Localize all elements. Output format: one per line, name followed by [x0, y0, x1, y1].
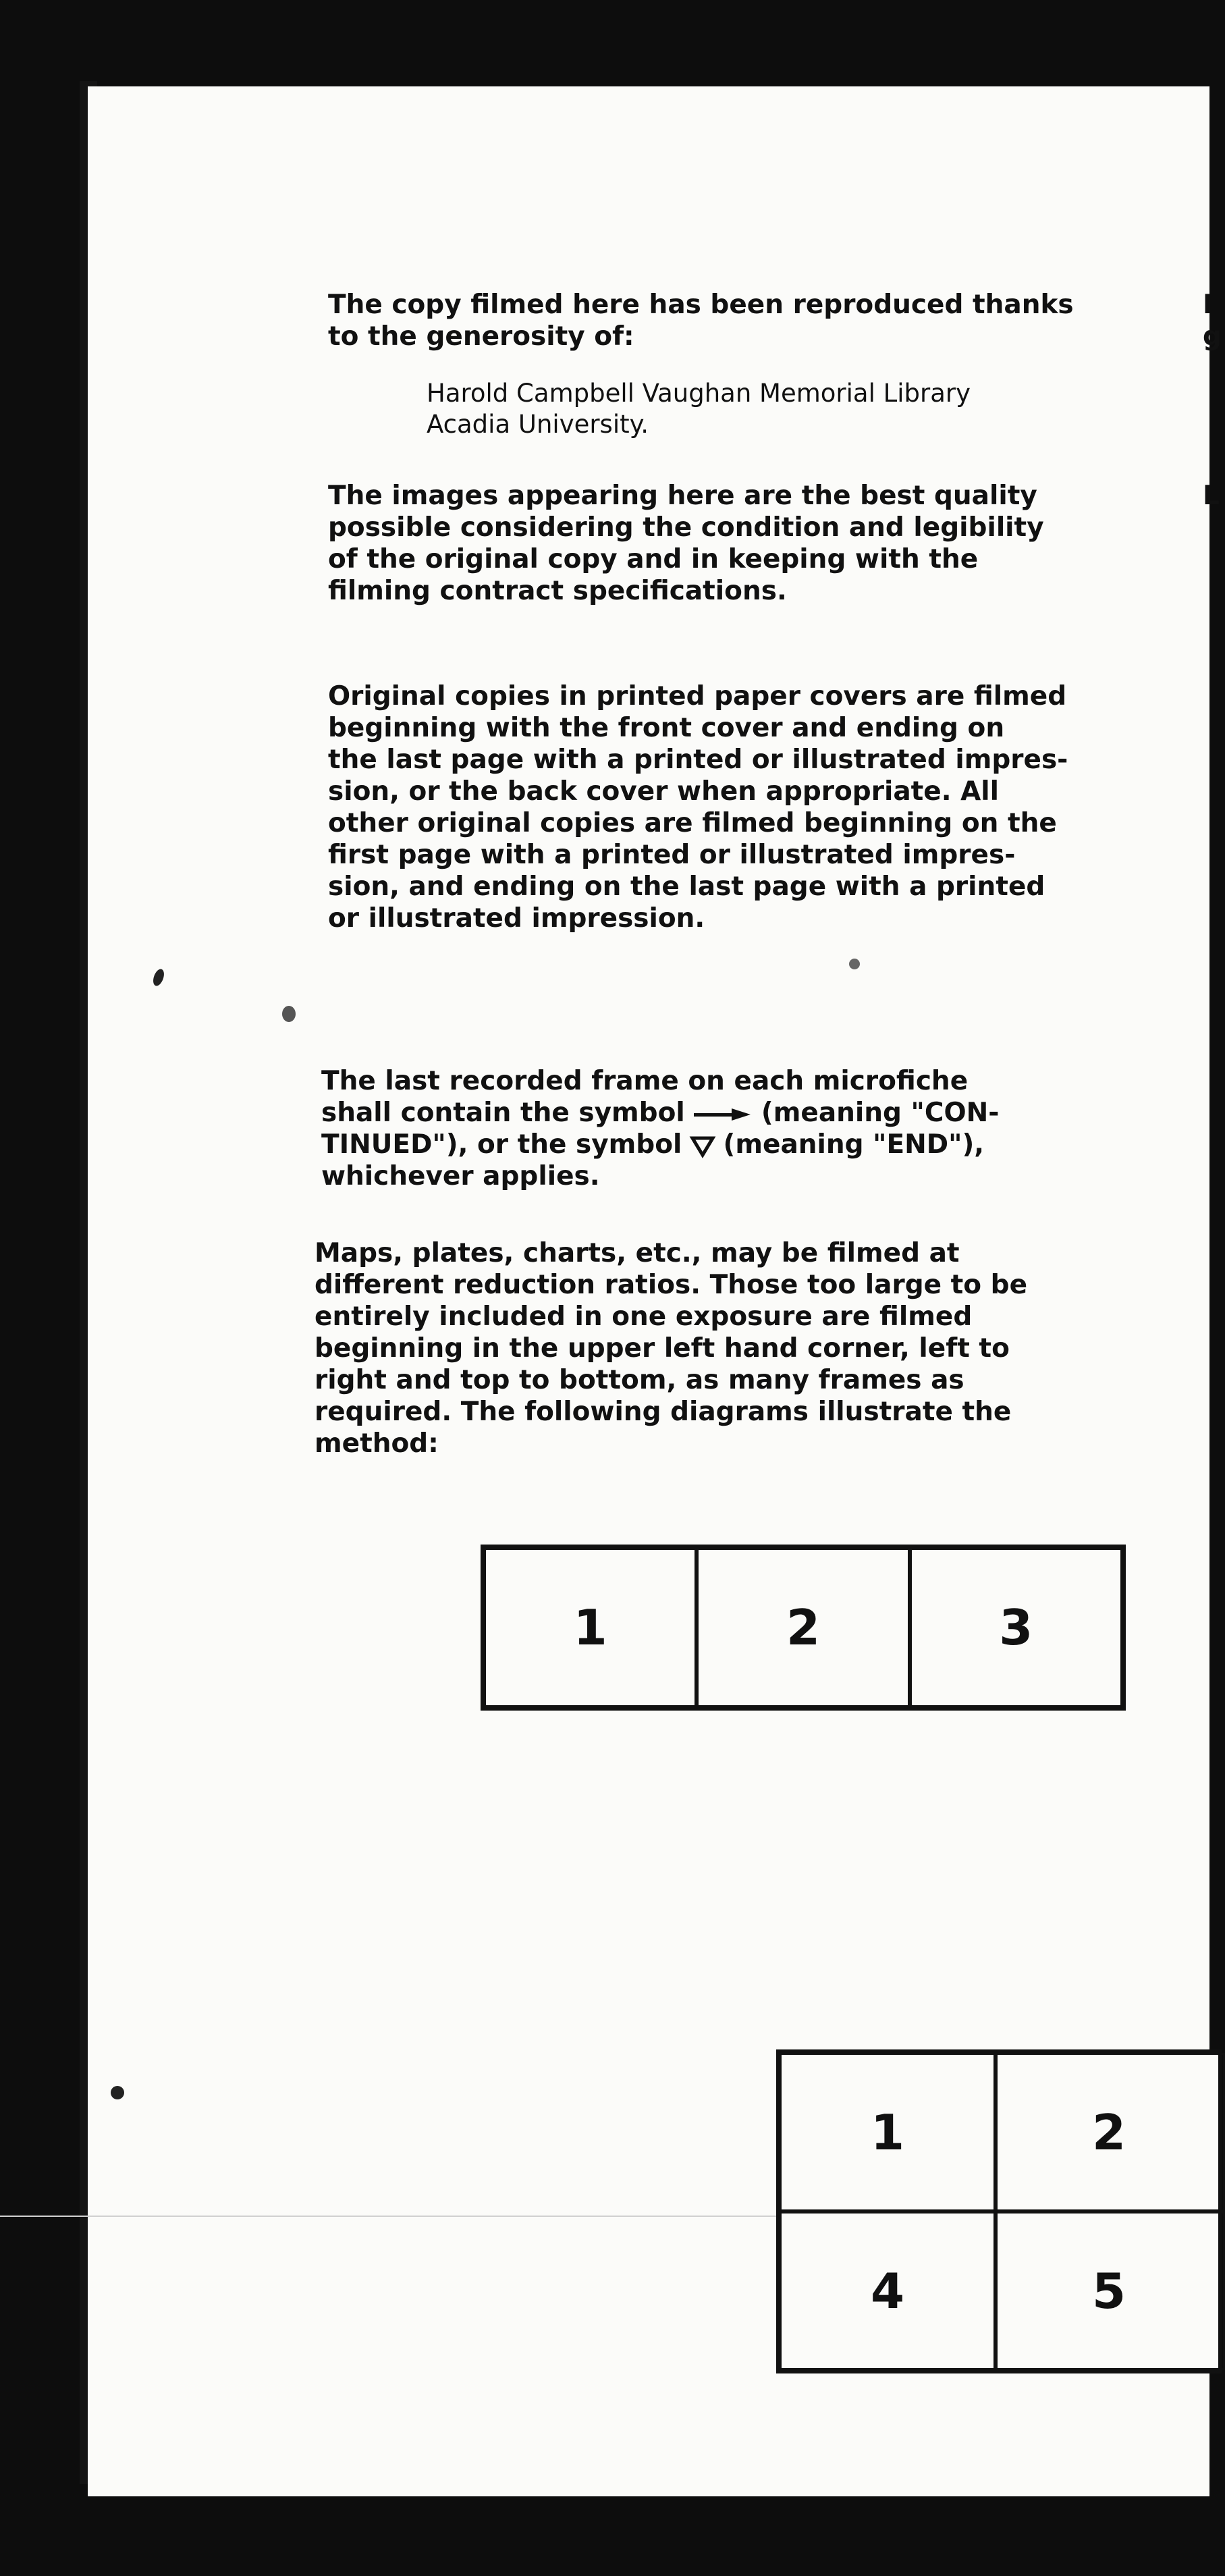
covers-note: Original copies in printed paper covers are filmed beginning with the front cover and ending on the last page with a printed or illustrated impres- sion, or the back cover when appropriate. All other original copies are filmed beginning on the first page with a printed or illustrated impres- sion, and ending on the last page with a printed or illustrated impression.	[328, 681, 1068, 934]
symbol-note-text: shall contain the symbol	[321, 1098, 685, 1128]
fragment: I	[1203, 290, 1213, 320]
frame-cell: 1	[780, 2053, 996, 2211]
symbol-note: The last recorded frame on each microfiche shall contain the symbol (meaning "CON- TINUED"), or the symbol (meaning "END"), whichever applies.	[321, 1066, 1000, 1191]
quality-note: The images appearing here are the best quality possible considering the condition and legibility of the original copy and in keeping with the filming contract specifications.	[328, 481, 1044, 606]
frame-cell: 2	[996, 2053, 1225, 2211]
symbol-note-text: (meaning "CON-	[761, 1098, 1000, 1128]
frame-grid-diagram	[776, 2049, 1222, 2373]
maps-note: Maps, plates, charts, etc., may be filmed at different reduction ratios. Those too large to be entirely included in one exposure are filmed beginning in the upper left hand corner, left to right and top to bottom, as many frames as required. The following diagrams illustrate the method:	[315, 1238, 1028, 1459]
continued-arrow-icon	[694, 1106, 752, 1123]
frame-cell: 3	[910, 1548, 1122, 1707]
symbol-note-text: TINUED"), or the symbol	[321, 1129, 682, 1160]
frame-cell: 2	[697, 1548, 909, 1707]
credit-intro: The copy filmed here has been reproduced thanks to the generosity of:	[328, 290, 1074, 352]
dust-speck	[849, 959, 860, 969]
frame-cell: 5	[996, 2211, 1225, 2370]
institution-name: Harold Campbell Vaughan Memorial Library Acadia University.	[427, 379, 971, 439]
dust-speck	[111, 2086, 124, 2099]
symbol-note-text: (meaning "END"),	[723, 1129, 985, 1160]
frame-row-diagram	[481, 1545, 1126, 1711]
dust-speck	[282, 1006, 296, 1022]
fragment: g	[1203, 321, 1222, 352]
frame-cell: 4	[780, 2211, 996, 2370]
fragment: L	[1203, 481, 1220, 511]
end-triangle-icon	[691, 1136, 714, 1156]
frame-cell: 1	[484, 1548, 697, 1707]
